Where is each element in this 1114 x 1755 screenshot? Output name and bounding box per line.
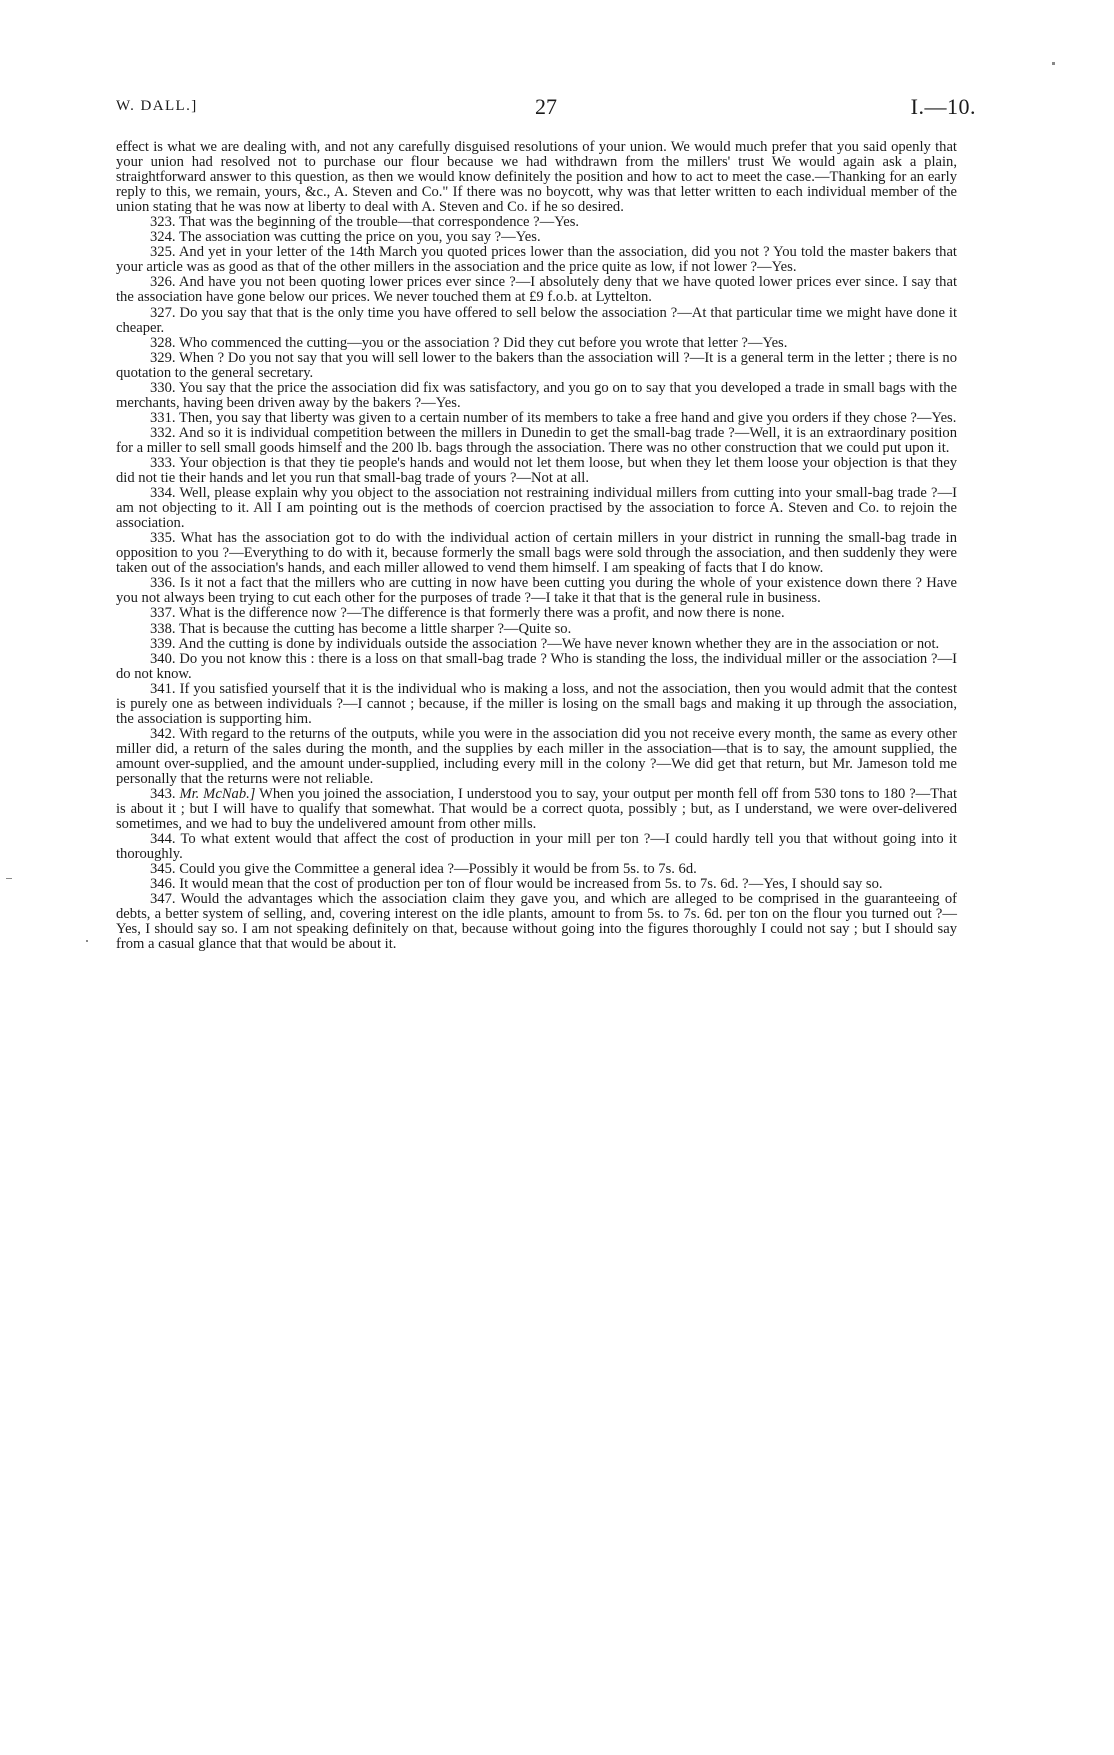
speaker-name: Mr. McNab.] bbox=[179, 786, 256, 803]
question-342 bbox=[116, 727, 957, 787]
question-number: 345. bbox=[150, 861, 176, 878]
document-reference: I.—10. bbox=[910, 94, 976, 119]
question-number: 346. bbox=[150, 876, 176, 893]
scan-speck bbox=[1052, 62, 1055, 65]
question-335 bbox=[116, 531, 957, 576]
question-326 bbox=[116, 275, 957, 305]
question-number: 330. bbox=[150, 379, 176, 396]
question-number: 344. bbox=[150, 831, 176, 848]
header-witness: W. DALL.] bbox=[116, 98, 198, 114]
question-number: 332. bbox=[150, 424, 176, 441]
question-text: Your objection is that they tie people's hands and would not let them loose, but when they let them loose your objection is that they did not tie their hands and let you run that small-bag trade of yours ?—Not at all. bbox=[116, 454, 957, 487]
question-text: What has the association got to do with the individual action of certain millers in your district in running the small-bag trade in opposition to you ?—Everything to do with it, because formerly the small bags were sold through the association, and then suddenly they were taken out of the association's hands, and each miller allowed to vend them himself. I am speaking of facts that I do know. bbox=[116, 530, 958, 577]
question-328 bbox=[116, 336, 957, 351]
question-text: That was the beginning of the trouble—that correspondence ?—Yes. bbox=[178, 214, 580, 231]
question-text: Would the advantages which the association claim they gave you, and which are alleged to be comprised in the guaranteeing of debts, a better system of selling, and, covering interest on the idle plants, amount to from 5s. to 7s. 6d. per ton on the flour you turned out ?—Yes, I should say so. I am not speaking definitely on that, because without going into the figures thoroughly I could not say ; but I should say from a casual glance that that would be about it. bbox=[116, 891, 958, 953]
question-text: The association was cutting the price on you, you say ?—Yes. bbox=[178, 229, 541, 246]
question-346 bbox=[116, 877, 957, 892]
scan-speck bbox=[86, 940, 88, 942]
question-327 bbox=[116, 306, 957, 336]
question-325 bbox=[116, 245, 957, 275]
question-text: Well, please explain why you object to the association not restraining individual millers from cutting into your small-bag trade ?—I am not objecting to it. All I am pointing out is the methods of coercion practised by the association to force A. Steven and Co. to rejoin the association. bbox=[116, 485, 957, 532]
question-344 bbox=[116, 832, 957, 862]
question-number: 324. bbox=[150, 229, 176, 246]
question-347 bbox=[116, 892, 957, 952]
question-339 bbox=[116, 637, 957, 652]
question-330 bbox=[116, 381, 957, 411]
question-number: 339. bbox=[150, 635, 176, 652]
question-number: 340. bbox=[150, 650, 176, 667]
question-text: Could you give the Committee a general idea ?—Possibly it would be from 5s. to 7s. 6d. bbox=[179, 861, 697, 878]
question-number: 342. bbox=[150, 725, 176, 742]
question-number: 338. bbox=[150, 620, 176, 637]
question-text: And the cutting is done by individuals outside the association ?—We have never known whether they are in the association or not. bbox=[178, 635, 940, 652]
question-text: You say that the price the association did fix was satisfactory, and you go on to say that you developed a trade in small bags with the merchants, having been driven away by the bakers ?—Yes. bbox=[116, 379, 957, 411]
question-332 bbox=[116, 426, 957, 456]
question-number: 329. bbox=[150, 349, 176, 366]
question-341 bbox=[116, 682, 957, 727]
question-text: That is because the cutting has become a little sharper ?—Quite so. bbox=[178, 620, 572, 637]
question-334 bbox=[116, 486, 957, 531]
question-number: 331. bbox=[150, 409, 176, 426]
question-number: 341. bbox=[150, 680, 176, 697]
question-338 bbox=[116, 622, 957, 637]
question-323 bbox=[116, 215, 957, 230]
paragraph-continuation bbox=[116, 140, 957, 215]
question-text: Do you not know this : there is a loss on that small-bag trade ? Who is standing the loss, the individual miller or the association ?—I do not know. bbox=[116, 650, 957, 682]
question-text: If you satisfied yourself that it is the individual who is making a loss, and not the association, then you would admit that the contest is purely one as between individuals ?—I cannot ; because, if the miller is losing on the small bags and making it up through the association, the association is supporting him. bbox=[116, 680, 957, 727]
question-number: 326. bbox=[150, 274, 176, 291]
question-text: When you joined the association, I understood you to say, your output per month fell off from 530 tons to 180 ?—That is about it ; but I will have to qualify that somewhat. That would be a correct quota, possibly ; but, as I understand, we were over-delivered sometimes, and we had to buy the undelivered amount from other mills. bbox=[116, 786, 958, 833]
question-text: Do you say that that is the only time you have offered to sell below the association ?—At that particular time we might have done it cheaper. bbox=[116, 304, 958, 336]
question-number: 327. bbox=[150, 304, 176, 321]
question-text: And so it is individual competition between the millers in Dunedin to get the small-bag trade ?—Well, it is an extraordinary position for a miller to sell small goods himself and the 200 lb. bags through the association. There was no other construction that we could put upon it. bbox=[116, 424, 957, 456]
page-number: 27 bbox=[535, 94, 557, 119]
minutes-of-evidence bbox=[116, 140, 957, 953]
question-number: 323. bbox=[150, 214, 176, 231]
question-number: 328. bbox=[150, 334, 176, 351]
question-text: It would mean that the cost of production per ton of flour would be increased from 5s. to 7s. 6d. ?—Yes, I should say so. bbox=[179, 876, 883, 893]
question-333 bbox=[116, 456, 957, 486]
question-number: 334. bbox=[150, 485, 176, 502]
question-number: 333. bbox=[150, 454, 176, 471]
question-number: 337. bbox=[150, 605, 176, 622]
question-text: And have you not been quoting lower prices ever since ?—I absolutely deny that we have quoted lower prices ever since. I say that the association have gone below our prices. We never touched them at £9 f.o.b. at Lyttelton. bbox=[116, 274, 957, 306]
question-number: 343. bbox=[150, 786, 176, 803]
question-text: Who commenced the cutting—you or the association ? Did they cut before you wrote that letter ?—Yes. bbox=[178, 334, 788, 351]
question-number: 335. bbox=[150, 530, 176, 547]
question-number: 347. bbox=[150, 891, 176, 908]
question-343 bbox=[116, 787, 957, 832]
question-text: With regard to the returns of the outputs, while you were in the association did you not receive every month, the same as every other miller did, a return of the sales during the month, and the supplies by each miller in the association—that is to say, the amount supplied, the amount over-supplied, and the amount under-supplied, including every mill in the colony ?—We did get that return, but Mr. Jameson told me personally that the returns were not reliable. bbox=[116, 725, 957, 787]
question-340 bbox=[116, 652, 957, 682]
question-324 bbox=[116, 230, 957, 245]
question-text: To what extent would that affect the cost of production in your mill per ton ?—I could hardly tell you that without going into it thoroughly. bbox=[116, 831, 957, 863]
scan-speck bbox=[6, 878, 12, 879]
question-number: 336. bbox=[150, 575, 176, 592]
question-337 bbox=[116, 606, 957, 621]
question-text: When ? Do you not say that you will sell lower to the bakers than the association will ?—It is a general term in the letter ; there is no quotation to the general secretary. bbox=[116, 349, 957, 381]
question-331 bbox=[116, 411, 957, 426]
question-text: And yet in your letter of the 14th March you quoted prices lower than the association, did you not ? You told the master bakers that your article was as good as that of the other millers in the association and the price quite as low, if not lower ?—Yes. bbox=[116, 244, 957, 276]
question-text: What is the difference now ?—The difference is that formerly there was a profit, and now there is none. bbox=[178, 605, 785, 622]
question-345 bbox=[116, 862, 957, 877]
question-number: 325. bbox=[150, 244, 176, 261]
page-header bbox=[116, 94, 976, 124]
question-text: Is it not a fact that the millers who are cutting in now have been cutting you during the whole of your existence down there ? Have you not always been trying to cut each other for the purposes of trade ?—I take it that that is the general rule in business. bbox=[116, 575, 958, 607]
question-text: Then, you say that liberty was given to a certain number of its members to take a free hand and give you orders if they chose ?—Yes. bbox=[178, 409, 957, 426]
question-329 bbox=[116, 351, 957, 381]
paragraph-text: effect is what we are dealing with, and not any carefully disguised resolutions of your union. We would much prefer that you said openly that your union had resolved not to purchase our flour because we had withdrawn from the millers' trust We would again ask a plain, straightforward answer to this question, as then we would know definitely the position and how to act to meet the case.—Thanking for an early reply to this, we remain, yours, &c., A. Steven and Co." If there was no boycott, why was that letter written to each individual member of the union stating that he was now at liberty to deal with A. Steven and Co. if he so desired. bbox=[116, 139, 957, 216]
question-336 bbox=[116, 576, 957, 606]
